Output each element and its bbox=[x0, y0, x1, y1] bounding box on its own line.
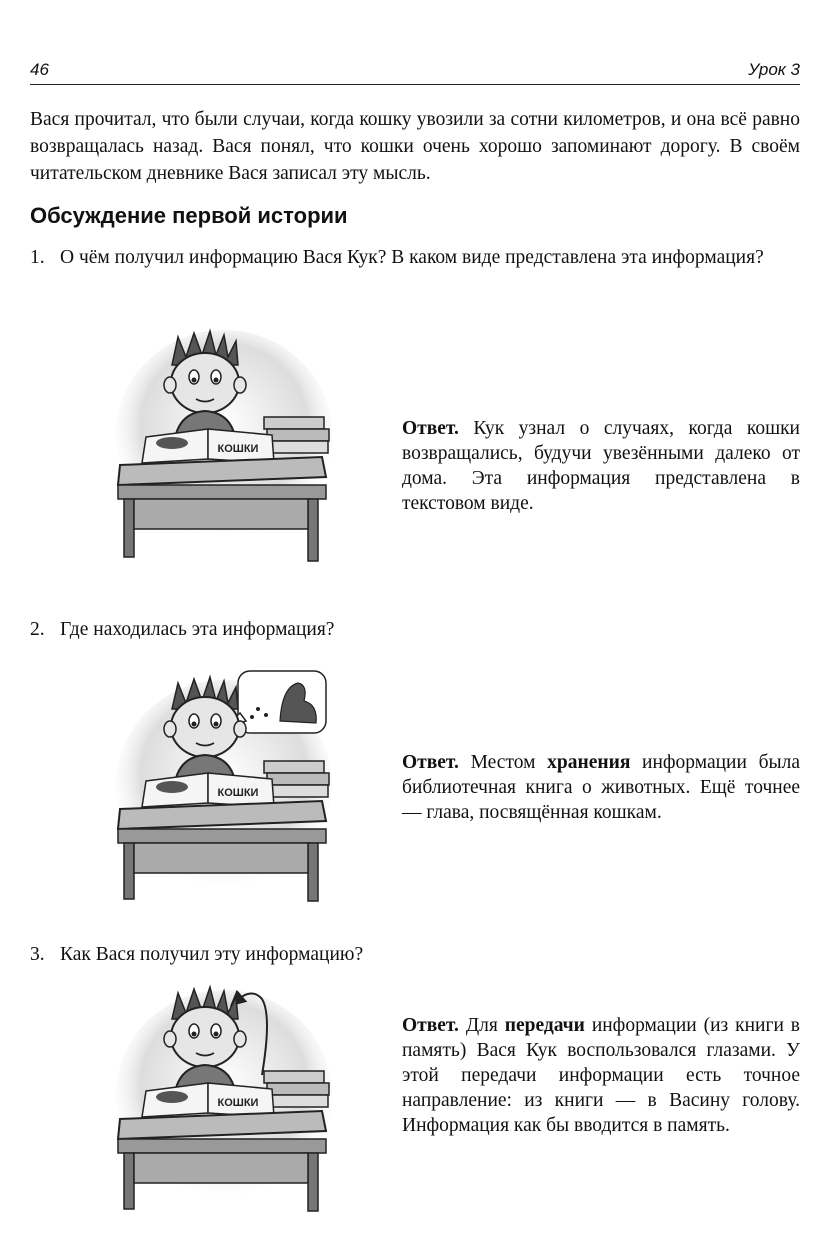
answer-label: Ответ. bbox=[402, 1015, 459, 1036]
answer-3 bbox=[402, 1013, 800, 1138]
lesson-title: Урок 3 bbox=[748, 60, 800, 79]
section-title: Обсуждение первой истории bbox=[30, 203, 348, 228]
page-number: 46 bbox=[30, 60, 49, 79]
intro-paragraph: Вася прочитал, что были случаи, когда кошку увозили за сотни километров, и она всё равно возвращалась назад. Вася понял, что кошки очень хорошо запоминают дорогу. В своём читательском дневнике Вася записал эту мысль. bbox=[30, 109, 800, 184]
page-header bbox=[30, 58, 800, 85]
illustration-boy-thinking-cat bbox=[112, 665, 337, 905]
keyword-storage: хранения bbox=[547, 752, 631, 773]
question-1 bbox=[30, 245, 800, 271]
answer-text: Для bbox=[458, 1015, 505, 1036]
illustration-boy-reading bbox=[112, 325, 337, 565]
question-number: 2. bbox=[30, 619, 45, 640]
question-number: 1. bbox=[30, 247, 45, 268]
keyword-transfer: передачи bbox=[504, 1015, 585, 1036]
illustration-boy-eye-arrow bbox=[112, 975, 337, 1215]
book-title-label: КОШКИ bbox=[217, 443, 259, 455]
question-number: 3. bbox=[30, 944, 45, 965]
book-title-label: КОШКИ bbox=[217, 787, 259, 799]
answer-label: Ответ. bbox=[402, 752, 459, 773]
answer-text: информации была библиотечная книга о животных. Ещё точнее — глава, посвящённая кошкам. bbox=[402, 752, 800, 823]
answer-text: информации (из книги в память) Вася Кук воспользовался глазами. У этой передачи информации есть точное направление: из книги — в Васину голову. Информация как бы вводится в память. bbox=[402, 1015, 800, 1136]
question-text: Где находилась эта информация? bbox=[60, 619, 335, 640]
book-title-label: КОШКИ bbox=[217, 1097, 259, 1109]
answer-text: Местом bbox=[458, 752, 548, 773]
question-text: Как Вася получил эту информацию? bbox=[60, 944, 364, 965]
answer-text: Кук узнал о случаях, когда кошки возвращались, будучи увезёнными далеко от дома. Эта информация представлена в текстовом виде. bbox=[402, 418, 800, 514]
question-text: О чём получил информацию Вася Кук? В каком виде представлена эта информация? bbox=[60, 247, 764, 268]
answer-label: Ответ. bbox=[402, 418, 459, 439]
question-2 bbox=[30, 617, 800, 643]
question-3 bbox=[30, 942, 800, 968]
answer-1 bbox=[402, 416, 800, 516]
answer-2 bbox=[402, 750, 800, 825]
